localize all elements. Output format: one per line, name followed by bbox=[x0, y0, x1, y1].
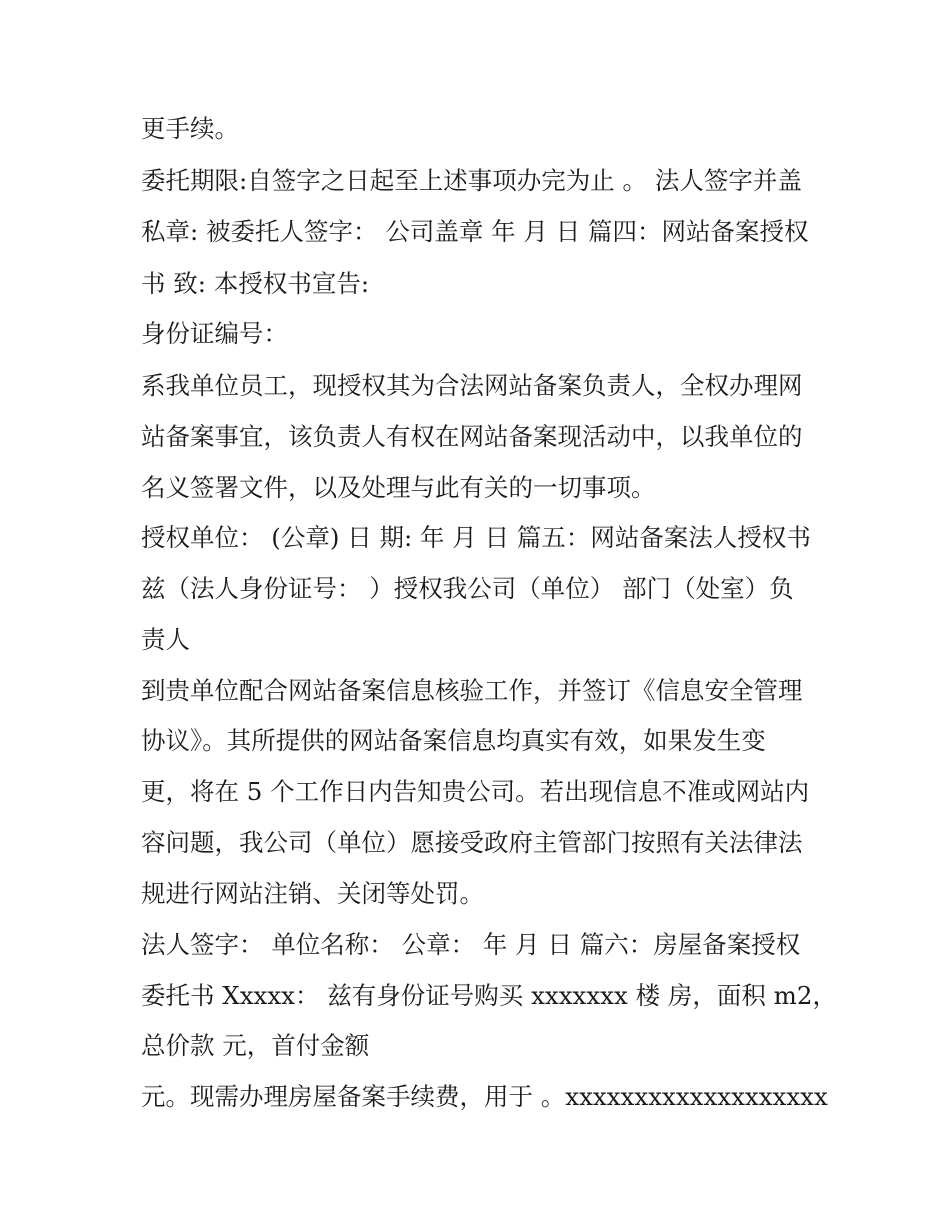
text-line: 授权单位： (公章) 日 期: 年 月 日 篇五：网站备案法人授权书 bbox=[141, 523, 811, 552]
text-line: 更，将在 5 个工作日内告知贵公司。若出现信息不准或网站内 bbox=[141, 777, 810, 806]
text-line: 协议》。其所提供的网站备案信息均真实有效，如果发生变 bbox=[141, 726, 766, 755]
text-line: 私章: 被委托人签字： 公司盖章 年 月 日 篇四：网站备案授权 bbox=[141, 217, 809, 246]
text-line: 更手续。 bbox=[141, 114, 239, 143]
text-line: 元。现需办理房屋备案手续费，用于 。xxxxxxxxxxxxxxxxxxx bbox=[141, 1082, 828, 1111]
text-line: 责人 bbox=[141, 625, 190, 654]
text-line: 到贵单位配合网站备案信息核验工作，并签订《信息安全管理 bbox=[141, 676, 803, 705]
text-line: 委托书 Xxxxx： 兹有身份证号购买 xxxxxxx 楼 房，面积 m2， bbox=[141, 981, 837, 1010]
text-line: 站备案事宜，该负责人有权在网站备案现活动中，以我单位的 bbox=[141, 422, 803, 451]
text-line: 委托期限:自签字之日起至上述事项办完为止 。 法人签字并盖 bbox=[141, 166, 802, 195]
text-line: 书 致: 本授权书宣告: bbox=[141, 269, 370, 298]
text-line: 容问题，我公司（单位）愿接受政府主管部门按照有关法律法 bbox=[141, 828, 803, 857]
text-line: 系我单位员工，现授权其为合法网站备案负责人，全权办理网 bbox=[141, 371, 803, 400]
text-line: 总价款 元，首付金额 bbox=[141, 1031, 370, 1060]
text-line: 法人签字： 单位名称： 公章： 年 月 日 篇六：房屋备案授权 bbox=[141, 930, 801, 959]
text-line: 兹（法人身份证号： ）授权我公司（单位） 部门（处室）负 bbox=[141, 574, 794, 603]
text-line: 规进行网站注销、关闭等处罚。 bbox=[141, 879, 484, 908]
text-line: 名义签署文件，以及处理与此有关的一切事项。 bbox=[141, 473, 656, 502]
text-line: 身份证编号： bbox=[141, 319, 288, 348]
